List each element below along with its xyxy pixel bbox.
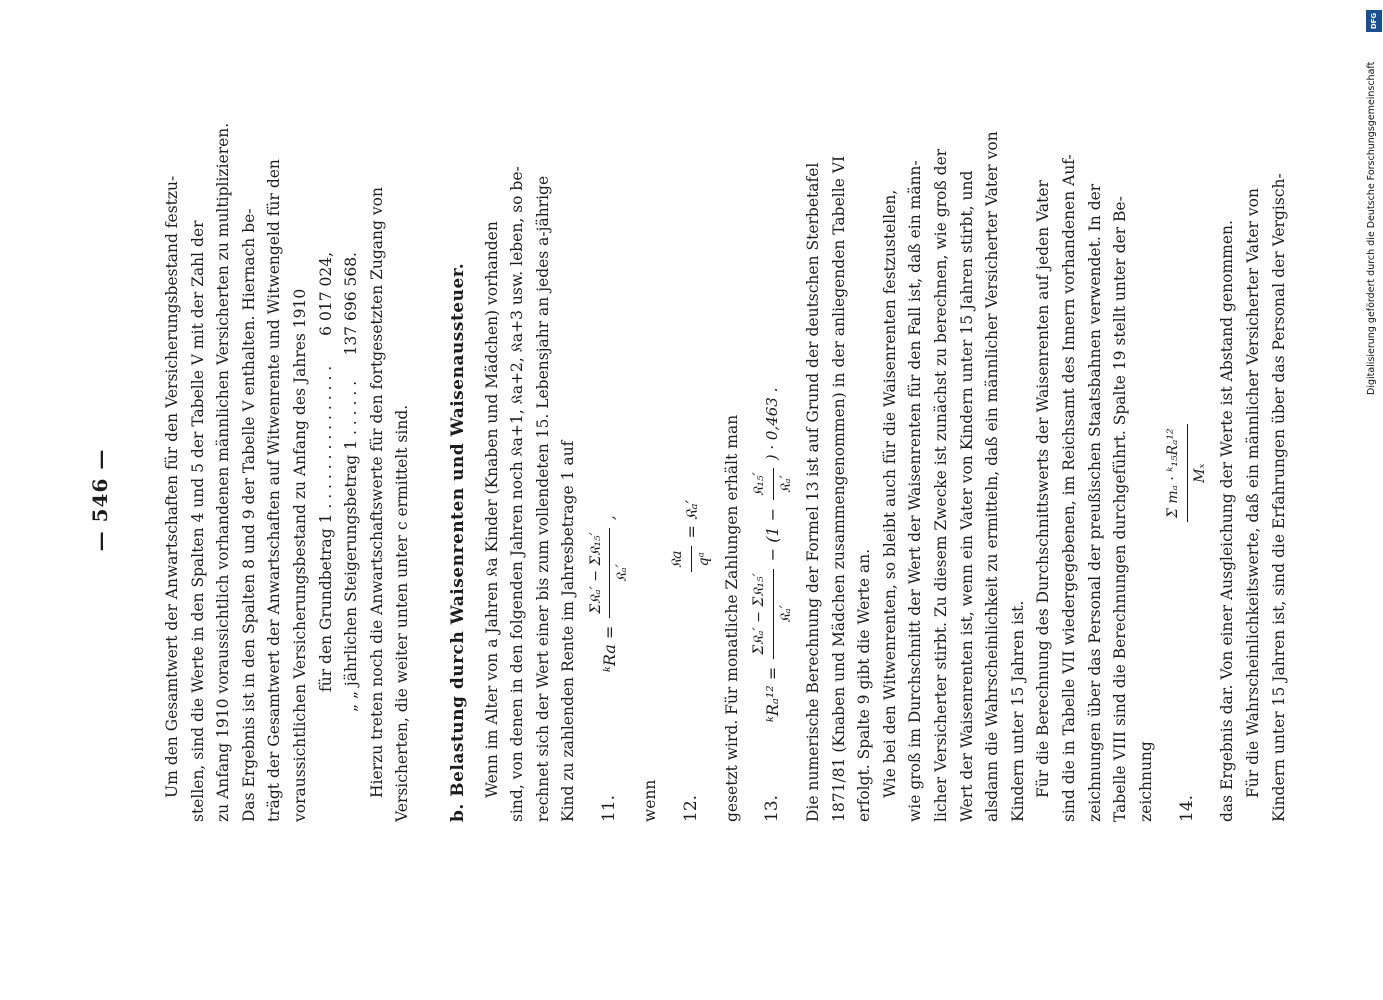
formula-12: [664, 132, 720, 822]
denominator: 𝔎ₐ′: [777, 475, 794, 493]
formula-tail: ) · 0,463 .: [763, 387, 782, 461]
paragraph-5: [801, 132, 878, 822]
dfg-logo-icon: [1366, 10, 1382, 32]
p1-line: Das Ergebnis ist in den Spalten 8 und 9 der Tabelle V enthalten. Hiernach be-: [239, 208, 258, 822]
p7-line: sind die in Tabelle VII wiedergegebenen, im Reichsamt des Innern vorhandenen Auf-: [1060, 154, 1079, 822]
formula-11: [582, 132, 638, 822]
numerator: Σ mₐ · ᵏ₁₅Rₐ¹²: [1161, 424, 1188, 522]
formula-mid: − (1 −: [763, 507, 783, 562]
entry-label: für den Grundbetrag 1 . . . . . . . . . . . . . . .: [316, 365, 335, 692]
paragraph-2: [365, 132, 416, 822]
formula-number: 12.: [680, 794, 701, 822]
p1-line: zu Anfang 1910 voraussichtlich vorhandenen männlichen Versicherten zu multiplizieren.: [214, 122, 233, 822]
p6-line: licher Versicherter stirbt. Zu diesem Zwecke ist zunächst zu berechnen, wie groß der: [932, 148, 951, 822]
formula-number: 11.: [599, 794, 620, 822]
formula-13: [745, 132, 801, 822]
formula-14: [1159, 132, 1215, 822]
p6-line: wie groß im Durchschnitt der Wert der Waisenrenten für den Fall ist, daß ein männ-: [906, 160, 925, 822]
paragraph-6: [878, 132, 1032, 822]
paragraph-8: das Ergebnis dar. Von einer Ausgleichung der Werte ist Abstand genommen.: [1218, 220, 1237, 822]
numerator: Σ𝔎ₐ′ − Σ𝔎₁₅′: [747, 569, 774, 659]
entry-grundbetrag: [314, 132, 340, 822]
formula-lhs: ᵏRₐ¹² =: [763, 666, 783, 722]
p3-line: Wenn im Alter von a Jahren 𝔎a Kinder (Knaben und Mädchen) vorhanden: [482, 221, 501, 798]
numerator: 𝔎a: [665, 547, 692, 573]
p2-line: Versicherten, die weiter unten unter c ermittelt sind.: [393, 404, 412, 822]
dfg-logo-text: DFG: [1370, 12, 1378, 30]
p3-line: sind, von denen in den folgenden Jahren noch 𝔎a+1, 𝔎a+2, 𝔎a+3 usw. leben, so be-: [508, 166, 527, 822]
fraction: [665, 547, 717, 573]
wenn-text: wenn: [640, 779, 659, 822]
fraction: [747, 569, 799, 659]
p3-line: rechnet sich der Wert einer bis zum vollendeten 15. Lebensjahr an jedes a-jährige: [533, 175, 552, 822]
p6-line: Wert der Waisenrenten ist, wenn ein Vater von Kindern unter 15 Jahren stirbt, und: [957, 170, 976, 822]
p3-line: Kind zu zahlenden Rente im Jahresbetrage 1 auf: [559, 440, 578, 822]
p6-line: Kindern unter 15 Jahren ist.: [1008, 600, 1027, 822]
formula-expression: [747, 388, 799, 722]
denominator: 𝔎ₐ′: [777, 605, 794, 623]
p9-line: Für die Wahrscheinlichkeitswerte, daß ein männlicher Versicherter Vater von: [1244, 188, 1262, 798]
formula-number: 13.: [762, 794, 783, 822]
paragraph-1: [160, 122, 314, 822]
formula-lhs: ᵏRa =: [600, 625, 620, 672]
p5-line: erfolgt. Spalte 9 gibt die Werte an.: [855, 548, 874, 822]
p1-line: voraussichtlichen Versicherungsbestand zu Anfang des Jahres 1910: [290, 288, 309, 822]
entry-value: 6 017 024,: [316, 252, 335, 336]
p7-line: zeichnung: [1136, 741, 1155, 822]
p6-line: alsdann die Wahrscheinlichkeit zu ermitteln, daß ein männlicher Versicherter Vater von: [983, 131, 1002, 822]
numerator: Σ𝔎ₐ′ − Σ𝔎₁₅′: [584, 528, 611, 618]
p5-line: 1871/81 (Knaben und Mädchen zusammengenommen) in der anliegenden Tabelle VI: [829, 155, 848, 822]
formula-expression: [584, 515, 636, 672]
section-heading: b. Belastung durch Waisenrenten und Waisenaussteuer.: [447, 262, 468, 822]
p2-line: Hierzu treten noch die Anwartschaftswerte für den fortgesetzten Zugang von: [367, 187, 386, 798]
p9-line: Kindern unter 15 Jahren ist, sind die Erfahrungen über das Personal der Vergisch-: [1269, 173, 1288, 822]
denominator: 𝔎ₐ′: [614, 564, 631, 582]
fraction: [584, 528, 636, 618]
paragraph-3: [480, 132, 582, 822]
formula-expression: [1161, 424, 1213, 522]
entry-value: 137 696 568.: [342, 252, 361, 356]
paragraph-9: [1241, 132, 1292, 822]
p1-line: stellen, sind die Werte in den Spalten 4 und 5 der Tabelle V mit der Zahl der: [188, 220, 207, 822]
text-column: [160, 122, 1292, 822]
p7-line: zeichnungen über das Personal der preußischen Staatsbahnen verwendet. In der: [1085, 183, 1104, 822]
p5-line: Die numerische Berechnung der Formel 13 ist auf Grund der deutschen Sterbetafel: [804, 162, 823, 822]
p7-line: Tabelle VIII sind die Berechnungen durchgeführt. Spalte 19 stellt unter der Be-: [1111, 196, 1130, 822]
p1-line: trägt der Gesamtwert der Anwartschaften auf Witwenrente und Witwengeld für den: [265, 159, 284, 822]
denominator: qᵃ: [696, 552, 712, 567]
formula-rhs: = 𝔎ₐ′: [681, 499, 701, 539]
paragraph-4: gesetzt wird. Für monatliche Zahlungen erhält man: [722, 414, 741, 822]
credit-text: Digitalisierung gefördert durch die Deutsche Forschungsgemeinschaft: [1366, 61, 1377, 395]
page-number: — 546 —: [88, 448, 112, 552]
entry-steigerungsbetrag: [339, 132, 365, 822]
numerator: 𝔎₁₅′: [747, 468, 774, 500]
p6-line: Wie bei den Witwenrenten, so bleibt auch für die Waisenrenten festzustellen,: [880, 189, 899, 798]
fraction: [747, 468, 799, 500]
denominator: Mₓ: [1191, 463, 1208, 483]
formula-expression: [665, 500, 717, 572]
paragraph-7: [1031, 132, 1159, 822]
p1-line: Um den Gesamtwert der Anwartschaften für den Versicherungsbestand festzu-: [163, 175, 181, 798]
entry-label: „ „ jährlichen Steigerungsbetrag 1 . . . . . .: [342, 380, 361, 712]
p7-line: Für die Berechnung des Durchschnittswerts der Waisenrenten auf jeden Vater: [1034, 180, 1053, 798]
formula-tail: ,: [600, 515, 619, 521]
fraction: [1161, 424, 1213, 522]
digitization-credit: [1366, 35, 1382, 395]
formula-number: 14.: [1176, 794, 1197, 822]
